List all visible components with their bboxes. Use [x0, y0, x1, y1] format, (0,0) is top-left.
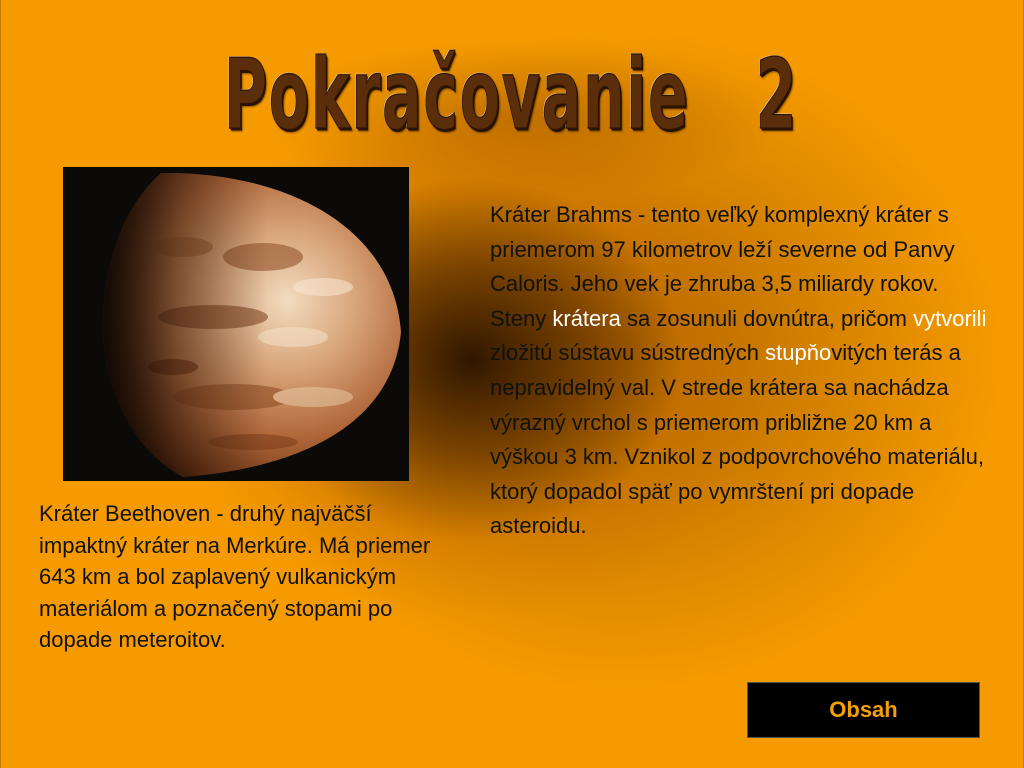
link-stupno: stupňo [765, 340, 832, 366]
brahms-text-part4: vitých terás a nepravidelný val. V strede krátera sa nachádza výrazný vrchol s priemerom približne 20 km a výškou 3 km. Vznikol z podpovrchového materiálu, ktorý dopadol späť po vymrštení pri dopade asteroidu. [490, 340, 985, 539]
obsah-button[interactable]: Obsah [747, 682, 980, 738]
link-vytvorili: vytvorili [913, 305, 987, 331]
brahms-text-part1: Kráter Brahms - tento veľký komplexný kráter s priemerom 97 kilometrov leží severne od Panvy Caloris. Jeho vek je zhruba 3,5 miliardy rokov. Steny [490, 202, 955, 331]
brahms-text-part2: sa zosunuli dovnútra, pričom [620, 305, 914, 331]
slide-title: Pokračovanie 2 [223, 38, 799, 152]
brahms-crater-text [490, 198, 990, 544]
link-kratera: krátera [552, 305, 621, 331]
mercury-photo [63, 167, 409, 481]
brahms-text-part3: zložitú sústavu sústredných [490, 340, 766, 366]
beethoven-crater-text: Kráter Beethoven - druhý najväčší impaktný kráter na Merkúre. Má priemer 643 km a bol zaplavený vulkanickým materiálom a poznačený stopami po dopade meteroitov. [39, 501, 431, 652]
